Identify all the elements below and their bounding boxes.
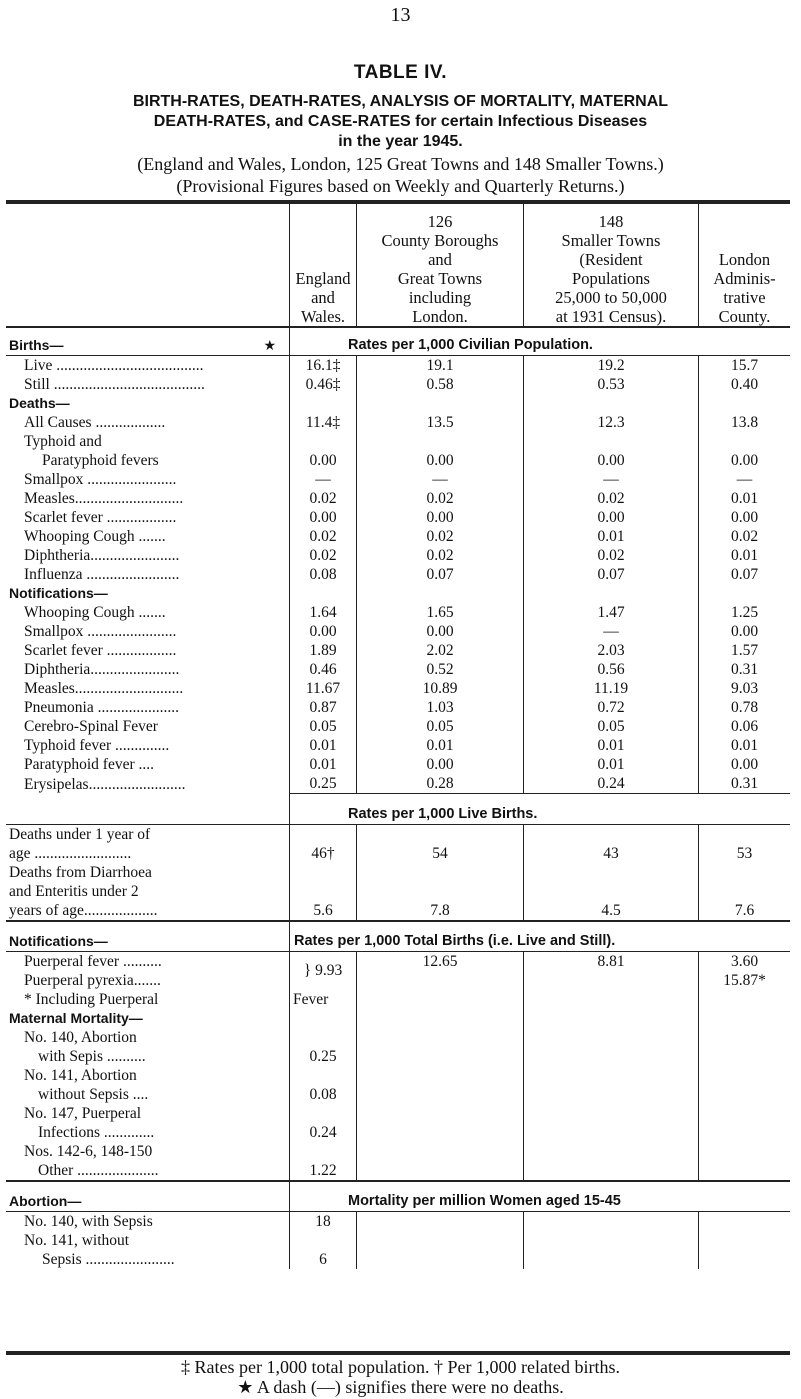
label-line: Nos. 142-6, 148-150 xyxy=(24,1142,153,1160)
row-label: Pneumonia ..................... xyxy=(6,698,290,717)
header-text: Wales. xyxy=(300,307,346,326)
table-row xyxy=(6,1028,790,1066)
statistics-table xyxy=(6,200,790,1269)
footnote-1: ‡ Rates per 1,000 total population. † Per 1,000 related births. xyxy=(181,1357,620,1377)
label-line: Puerperal fever .......... xyxy=(24,952,162,970)
cell: 0.02 xyxy=(290,489,357,508)
label-line: age ......................... xyxy=(9,844,132,862)
value: 9.93 xyxy=(315,962,343,979)
header-text: England xyxy=(295,269,351,288)
table-row xyxy=(6,622,790,641)
band-women: Mortality per million Women aged 15-45 xyxy=(290,1181,791,1212)
header-text: Smaller Towns xyxy=(561,231,661,250)
row-label: Whooping Cough ....... xyxy=(6,603,290,622)
header-county-boroughs xyxy=(357,200,524,327)
cell: 2.02 xyxy=(357,641,524,660)
cell: 1.25 xyxy=(730,604,759,621)
cell: 0.58 xyxy=(357,375,524,394)
row-label xyxy=(6,1104,290,1142)
label-line: Deaths under 1 year of xyxy=(9,825,151,843)
label-line: Infections ............. xyxy=(38,1123,155,1141)
table-row xyxy=(6,565,790,584)
cell: 1.57 xyxy=(730,642,759,659)
header-text: 25,000 to 50,000 xyxy=(555,288,667,307)
cell: 7.8 xyxy=(357,863,524,921)
brace: } xyxy=(303,962,312,979)
header-text: 126 xyxy=(427,212,453,231)
table-row xyxy=(6,736,790,755)
label-line: Puerperal pyrexia....... xyxy=(24,971,161,989)
cell: 2.03 xyxy=(524,641,699,660)
header-text: County. xyxy=(718,307,771,326)
header-text: (Resident xyxy=(579,250,643,269)
page-number: 13 xyxy=(390,4,411,26)
cell: 0.05 xyxy=(357,717,524,736)
cell: 0.05 xyxy=(290,717,357,736)
row-label: Cerebro-Spinal Fever xyxy=(6,717,290,736)
notifications-heading: Notifications— xyxy=(6,584,290,603)
row-label: Diphtheria....................... xyxy=(6,660,290,679)
cell xyxy=(290,951,357,990)
header-text: 148 xyxy=(598,212,624,231)
row-label: Paratyphoid fevers xyxy=(6,451,290,470)
cell: — xyxy=(736,471,753,488)
cell: 0.53 xyxy=(524,375,699,394)
cell: 0.00 xyxy=(290,508,357,527)
table-row xyxy=(6,508,790,527)
cell: 53 xyxy=(699,824,791,863)
cell: 0.72 xyxy=(524,698,699,717)
table-row xyxy=(6,824,790,863)
cell: 0.00 xyxy=(357,451,524,470)
women-band-row xyxy=(6,1181,790,1212)
cell: 0.78 xyxy=(730,699,759,716)
header-text: and xyxy=(428,250,452,269)
cell: 0.00 xyxy=(730,623,759,640)
cell: 12.3 xyxy=(524,413,699,432)
table-row xyxy=(6,660,790,679)
label-line: No. 141, Abortion xyxy=(24,1066,137,1084)
header-text: London. xyxy=(412,307,468,326)
band-total-births: Rates per 1,000 Total Births (i.e. Live and Still). xyxy=(290,921,791,952)
row-label: Influenza ........................ xyxy=(6,565,290,584)
label-line: and Enteritis under 2 xyxy=(9,882,139,900)
cell: 0.28 xyxy=(357,774,524,794)
cell: 18 xyxy=(290,1211,357,1231)
cell: 4.5 xyxy=(524,863,699,921)
footnote-2: ★ A dash (—) signifies there were no deaths. xyxy=(237,1377,564,1397)
row-label: Still ....................................... xyxy=(6,375,290,394)
cell: 0.00 xyxy=(730,509,759,526)
cell: 0.01 xyxy=(524,736,699,755)
cell: 1.22 xyxy=(290,1142,357,1181)
table-row xyxy=(6,1211,790,1231)
table-row xyxy=(6,679,790,698)
table-row xyxy=(6,470,790,489)
total-births-band-row xyxy=(6,921,790,952)
cell: — xyxy=(290,470,357,489)
cell: 0.02 xyxy=(730,528,759,545)
cell: 0.56 xyxy=(524,660,699,679)
cell: 0.00 xyxy=(730,452,759,469)
row-label: * Including Puerperal xyxy=(6,990,290,1009)
table-row xyxy=(6,717,790,736)
cell: 46† xyxy=(290,824,357,863)
cell: 0.52 xyxy=(357,660,524,679)
cell: 11.19 xyxy=(524,679,699,698)
cell: 0.24 xyxy=(524,774,699,794)
section-row xyxy=(6,584,790,603)
table-row xyxy=(6,755,790,774)
table-row xyxy=(6,375,790,394)
table-row xyxy=(6,1066,790,1104)
cell: 1.03 xyxy=(357,698,524,717)
title-line-1: BIRTH-RATES, DEATH-RATES, ANALYSIS OF MORTALITY, MATERNAL xyxy=(132,93,669,110)
cell: 0.25 xyxy=(290,1028,357,1066)
table-row xyxy=(6,603,790,622)
cell: 13.8 xyxy=(730,414,759,431)
cell: 0.87 xyxy=(290,698,357,717)
cell: 0.02 xyxy=(524,546,699,565)
header-smaller-towns xyxy=(524,200,699,327)
table-subtitle xyxy=(0,153,801,197)
cell: — xyxy=(357,470,524,489)
table-row xyxy=(6,1231,790,1269)
table-row xyxy=(6,489,790,508)
cell: 0.31 xyxy=(730,661,759,678)
maternal-rows xyxy=(6,1028,790,1181)
column-header-row xyxy=(6,200,790,327)
cell: 0.01 xyxy=(730,737,759,754)
title-line-3: in the year 1945. xyxy=(338,133,463,150)
row-label: All Causes .................. xyxy=(6,413,290,432)
header-text: and xyxy=(311,288,335,307)
cell: 0.02 xyxy=(524,489,699,508)
cell: 1.64 xyxy=(290,603,357,622)
label-line: No. 140, Abortion xyxy=(24,1028,137,1046)
row-label: Scarlet fever .................. xyxy=(6,508,290,527)
table-row xyxy=(6,413,790,432)
deaths-rows xyxy=(6,470,790,584)
births-band-row xyxy=(6,327,790,356)
cell: 0.01 xyxy=(730,547,759,564)
label-line: with Sepis .......... xyxy=(38,1047,146,1065)
abortion-heading: Abortion— xyxy=(6,1181,290,1212)
cell: 0.00 xyxy=(357,508,524,527)
cell: 0.40 xyxy=(730,376,759,393)
cell: 0.00 xyxy=(290,622,357,641)
cell: 0.00 xyxy=(524,451,699,470)
header-england-wales xyxy=(290,200,357,327)
cell: 0.02 xyxy=(357,489,524,508)
table-number: TABLE IV. xyxy=(353,62,448,83)
label-line: No. 147, Puerperal xyxy=(24,1104,142,1122)
header-text: including xyxy=(408,288,472,307)
subtitle-line-2: (Provisional Figures based on Weekly and Quarterly Returns.) xyxy=(176,176,625,196)
row-label: Typhoid fever .............. xyxy=(6,736,290,755)
row-label xyxy=(6,951,290,990)
header-text: Great Towns xyxy=(397,269,483,288)
cell: 0.46 xyxy=(290,660,357,679)
row-label: No. 140, with Sepsis xyxy=(6,1211,290,1231)
header-text: Adminis- xyxy=(713,269,776,288)
label-line: Deaths from Diarrhoea xyxy=(9,863,152,881)
table-row xyxy=(6,1104,790,1142)
cell: 0.01 xyxy=(290,755,357,774)
value: 15.87* xyxy=(723,971,766,989)
table-row xyxy=(6,356,790,376)
row-label: Measles............................ xyxy=(6,489,290,508)
cell: 0.01 xyxy=(524,755,699,774)
table-row xyxy=(6,990,790,1009)
header-text: trative xyxy=(723,288,766,307)
row-label: Measles............................ xyxy=(6,679,290,698)
notifications-heading-2: Notifications— xyxy=(6,921,290,952)
maternal-heading: Maternal Mortality— xyxy=(6,1009,290,1028)
cell: 0.25 xyxy=(290,774,357,794)
cell: 0.02 xyxy=(290,546,357,565)
cell: 0.31 xyxy=(730,775,759,792)
cell: 1.65 xyxy=(357,603,524,622)
cell: 5.6 xyxy=(290,863,357,921)
row-label: Live ...................................... xyxy=(6,356,290,376)
cell: 0.02 xyxy=(357,546,524,565)
cell: 13.5 xyxy=(357,413,524,432)
cell: 1.47 xyxy=(524,603,699,622)
header-text: at 1931 Census). xyxy=(555,307,667,326)
cell: 19.1 xyxy=(357,356,524,376)
cell: 54 xyxy=(357,824,524,863)
table-row xyxy=(6,641,790,660)
notification-rows xyxy=(6,603,790,794)
cell: 9.03 xyxy=(730,680,759,697)
cell: — xyxy=(524,470,699,489)
label-line: Other ..................... xyxy=(38,1161,159,1179)
cell: 0.00 xyxy=(357,755,524,774)
header-blank xyxy=(6,200,290,327)
cell: 0.01 xyxy=(290,736,357,755)
puerperal-row xyxy=(6,951,790,990)
cell: 7.6 xyxy=(734,901,755,919)
cell: — xyxy=(524,622,699,641)
band-civilian: Rates per 1,000 Civilian Population. xyxy=(290,327,791,356)
cell: 19.2 xyxy=(524,356,699,376)
header-text: London xyxy=(718,250,771,269)
table-row xyxy=(6,863,790,921)
cell: 0.07 xyxy=(357,565,524,584)
cell xyxy=(699,951,791,990)
table-row xyxy=(6,1142,790,1181)
cell: 10.89 xyxy=(357,679,524,698)
cell: 0.46‡ xyxy=(290,375,357,394)
row-label xyxy=(6,863,290,921)
row-label: Whooping Cough ....... xyxy=(6,527,290,546)
row-label: Typhoid and xyxy=(6,432,290,451)
label-line: Sepsis ....................... xyxy=(42,1250,175,1268)
cell: 8.81 xyxy=(524,951,699,990)
cell: 0.05 xyxy=(524,717,699,736)
births-label xyxy=(6,327,290,356)
cell: 0.02 xyxy=(290,527,357,546)
cell: 12.65 xyxy=(357,951,524,990)
table-row xyxy=(6,698,790,717)
cell: 0.00 xyxy=(357,622,524,641)
band-live-births: Rates per 1,000 Live Births. xyxy=(290,794,791,825)
cell: 0.08 xyxy=(290,1066,357,1104)
star-icon: ★ xyxy=(263,337,276,353)
row-label xyxy=(6,1066,290,1104)
table-title xyxy=(0,92,801,152)
table-row xyxy=(6,546,790,565)
table-row xyxy=(6,432,790,451)
cell: 15.7 xyxy=(699,356,791,376)
header-london xyxy=(699,200,791,327)
row-label: Smallpox ....................... xyxy=(6,622,290,641)
cell: 0.02 xyxy=(357,527,524,546)
row-label: Scarlet fever .................. xyxy=(6,641,290,660)
cell: 11.67 xyxy=(290,679,357,698)
cell: 0.06 xyxy=(730,718,759,735)
row-label xyxy=(6,1142,290,1181)
table-row xyxy=(6,527,790,546)
label-line: No. 141, without xyxy=(24,1231,130,1249)
header-text: Populations xyxy=(572,269,650,288)
header-text: County Boroughs xyxy=(381,231,499,250)
row-label xyxy=(6,1231,290,1269)
title-line-2: DEATH-RATES, and CASE-RATES for certain Infectious Diseases xyxy=(153,113,648,130)
table-row xyxy=(6,451,790,470)
cell: 0.00 xyxy=(524,508,699,527)
deaths-heading: Deaths— xyxy=(6,394,290,413)
row-label xyxy=(6,1028,290,1066)
section-row xyxy=(6,1009,790,1028)
cell: 0.07 xyxy=(524,565,699,584)
cell: 0.00 xyxy=(290,451,357,470)
cell: 11.4‡ xyxy=(290,413,357,432)
table-row xyxy=(6,774,790,794)
cell: 1.89 xyxy=(290,641,357,660)
cell: 0.08 xyxy=(290,565,357,584)
cell: 43 xyxy=(524,824,699,863)
cell: 0.01 xyxy=(524,527,699,546)
row-label: Smallpox ....................... xyxy=(6,470,290,489)
row-label: Diphtheria....................... xyxy=(6,546,290,565)
live-births-band-row xyxy=(6,794,790,825)
subtitle-line-1: (England and Wales, London, 125 Great Towns and 148 Smaller Towns.) xyxy=(137,154,664,174)
cell: 0.01 xyxy=(357,736,524,755)
row-label: Erysipelas......................... xyxy=(6,774,290,794)
cell: 6 xyxy=(290,1231,357,1269)
cell: 0.24 xyxy=(290,1104,357,1142)
row-label xyxy=(6,824,290,863)
label-line: without Sepsis .... xyxy=(38,1085,149,1103)
row-label: Paratyphoid fever .... xyxy=(6,755,290,774)
cell: 0.07 xyxy=(730,566,759,583)
births-heading: Births— xyxy=(9,337,64,353)
cell: 16.1‡ xyxy=(290,356,357,376)
value: 3.60 xyxy=(730,952,759,970)
cell: 0.00 xyxy=(730,756,759,773)
cell: Fever xyxy=(290,990,357,1009)
label-line: years of age................... xyxy=(9,901,158,919)
cell: 0.01 xyxy=(730,490,759,507)
section-row xyxy=(6,394,790,413)
